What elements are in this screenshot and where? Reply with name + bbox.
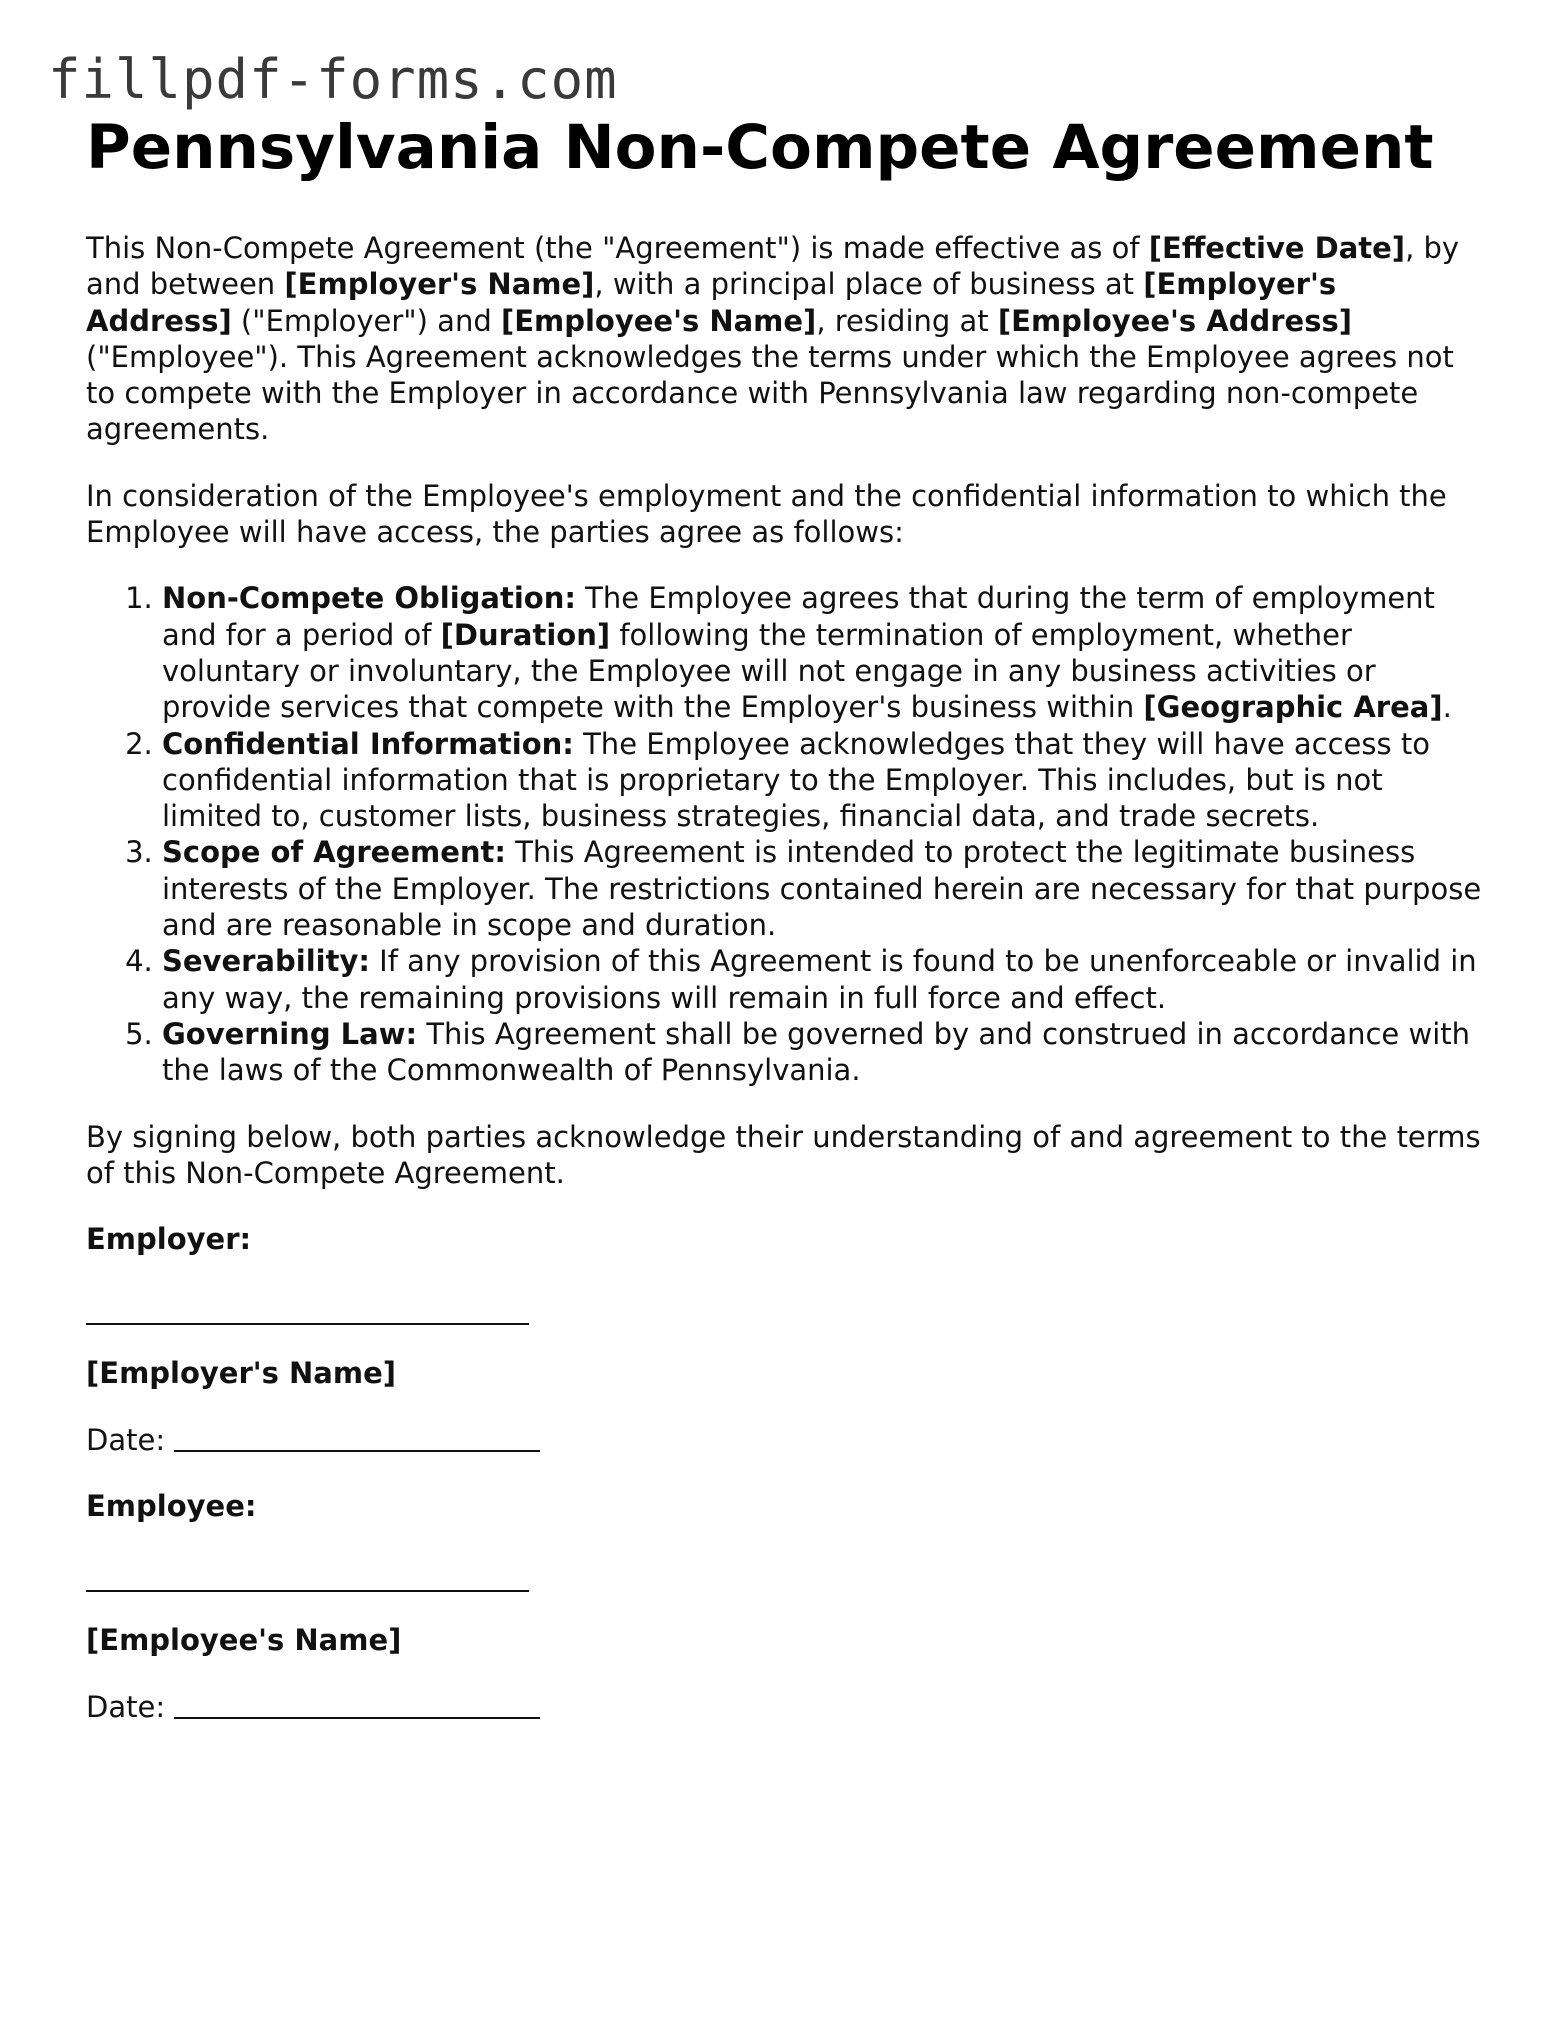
clause-scope [162,834,1486,943]
clause-severability [162,943,1486,1016]
clause-heading: Severability: [162,944,370,979]
clause-confidential-information [162,726,1486,835]
clause-heading: Non-Compete Obligation: [162,581,576,616]
duration-placeholder: [Duration] [440,617,611,652]
employer-date-row [86,1422,1486,1458]
document-title: Pennsylvania Non-Compete Agreement [86,112,1434,183]
employer-date-line[interactable] [174,1450,540,1452]
clause-heading: Confidential Information: [162,726,574,761]
employee-name-label: [Employee's Name] [86,1623,402,1658]
clause-text: The Employee agrees that during the term of employment and for a period of [162,581,1435,652]
employee-address-placeholder: [Employee's Address] [997,303,1352,338]
employer-name-placeholder: [Employer's Name] [284,267,595,302]
employee-date-row [86,1689,1486,1725]
employee-signature-block [86,1488,1486,1725]
intro-text-4: ("Employer") and [231,303,501,338]
employee-signature-line[interactable] [86,1590,529,1592]
geographic-area-placeholder: [Geographic Area] [1143,690,1443,725]
intro-text-5: , residing at [816,303,998,338]
clause-non-compete [162,580,1486,725]
effective-date-placeholder: [Effective Date] [1148,231,1406,265]
employee-date-label: Date: [86,1689,166,1724]
clause-list [86,580,1486,1088]
employer-label: Employer: [86,1222,252,1257]
clause-text: This Agreement shall be governed by and construed in accordance with the laws of the Commonwealth of Pennsylvania. [162,1016,1471,1088]
clause-text: . [1442,690,1452,725]
clause-text: following the termination of employment, whether voluntary or involuntary, the Employee will not engage in any business activities or provide services that compete with the Employer's business within [162,617,1376,725]
employee-date-line[interactable] [174,1717,540,1719]
intro-text-2: , by and between [86,231,1460,302]
clause-text: If any provision of this Agreement is found to be unenforceable or invalid in any way, the remaining provisions will remain in full force and effect. [162,944,1477,1015]
clause-governing-law [162,1016,1486,1089]
agreement-document [86,108,1486,1725]
clause-heading: Governing Law: [162,1016,418,1051]
employee-label: Employee: [86,1489,257,1524]
intro-text-1: This Non-Compete Agreement (the "Agreement") is made effective as of [86,231,1149,265]
clause-heading: Scope of Agreement: [162,835,506,870]
intro-text-6: ("Employee"). This Agreement acknowledges the terms under which the Employee agrees not to compete with the Employer in accordance with Pennsylvania law regarding non-compete agreements. [86,339,1454,447]
site-watermark: fillpdf-forms.com [48,48,618,111]
clause-text: The Employee acknowledges that they will have access to confidential information that is proprietary to the Employer. This includes, but is not limited to, customer lists, business strategies, financial data, and trade secrets. [162,726,1430,834]
intro-paragraph [86,230,1486,448]
employer-date-label: Date: [86,1422,166,1457]
consideration-paragraph: In consideration of the Employee's employment and the confidential information to which the Employee will have access, the parties agree as follows: [86,478,1447,550]
employer-signature-line[interactable] [86,1323,529,1325]
intro-text-3: , with a principal place of business at [594,267,1144,302]
employer-signature-block [86,1221,1486,1458]
employer-address-placeholder: [Employer's Address] [86,267,1337,338]
clause-text: This Agreement is intended to protect the legitimate business interests of the Employer. The restrictions contained herein are necessary for that purpose and are reasonable in scope and duration. [162,835,1482,943]
employee-name-placeholder: [Employee's Name] [500,303,817,338]
employer-name-label: [Employer's Name] [86,1356,396,1391]
closing-paragraph: By signing below, both parties acknowledge their understanding of and agreement to the terms of this Non-Compete Agreement. [86,1119,1481,1190]
